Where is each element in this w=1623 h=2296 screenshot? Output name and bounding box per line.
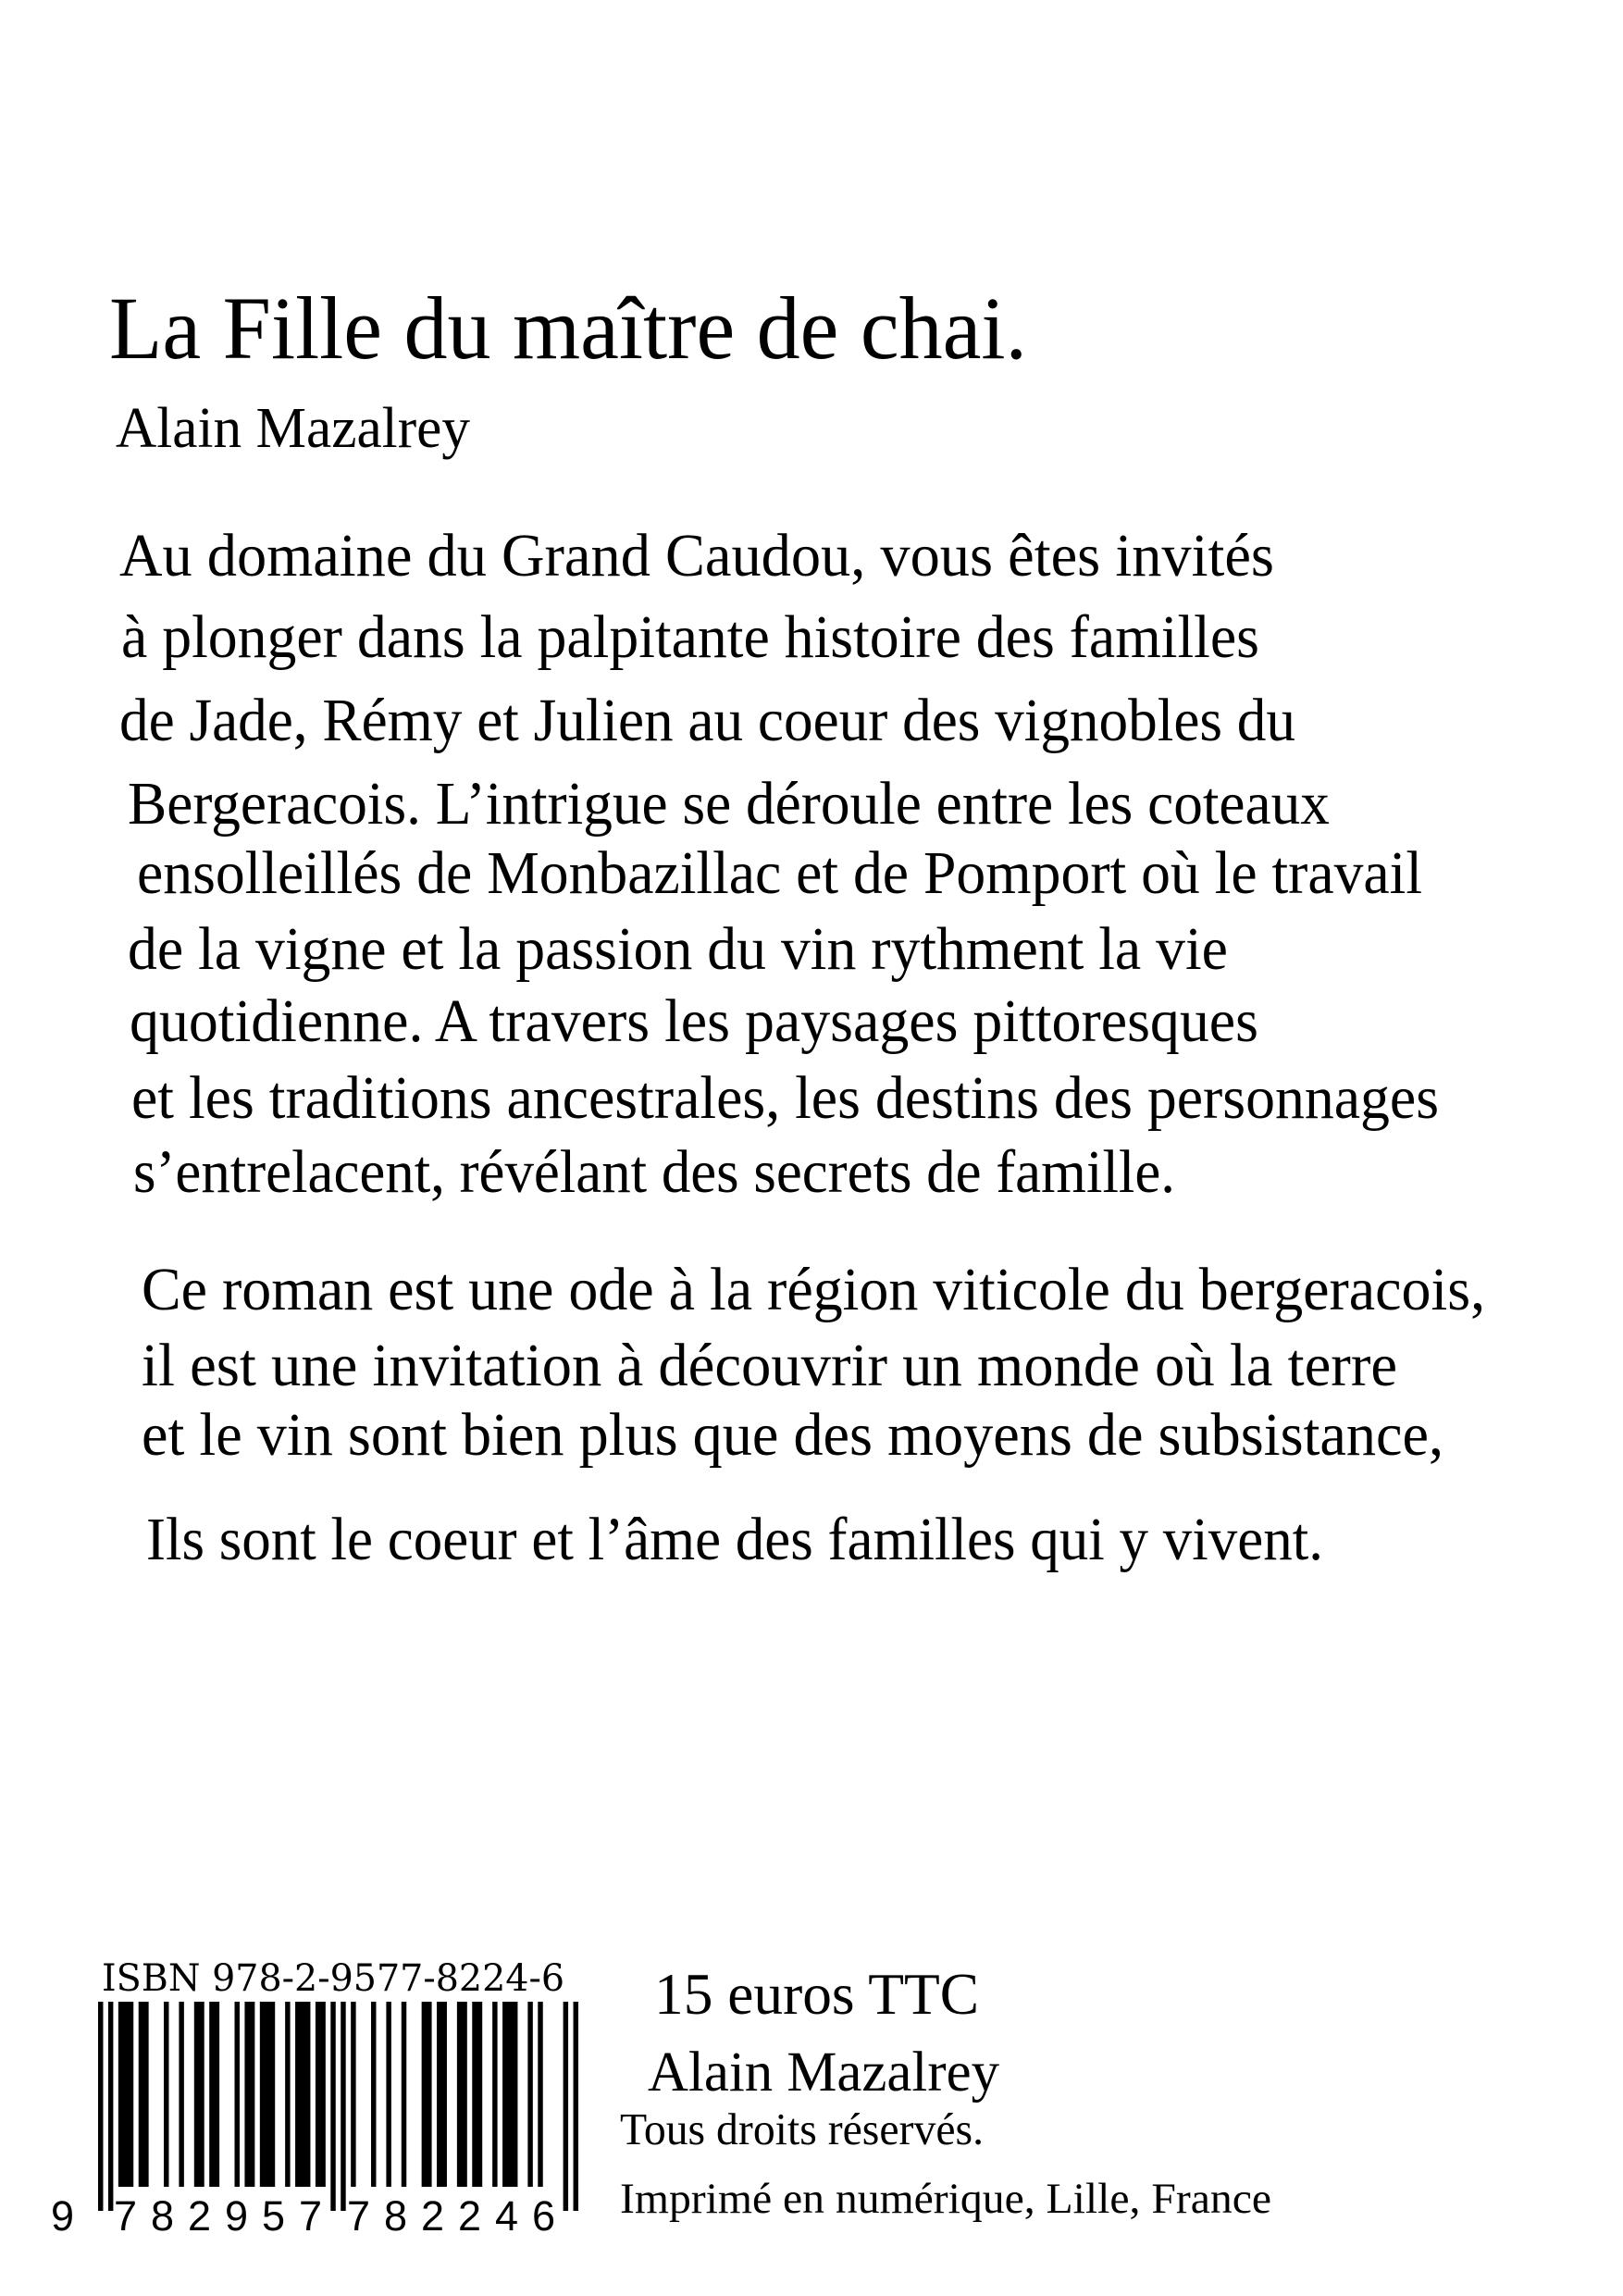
blurb-line: et les traditions ancestrales, les destins des personnages — [131, 1064, 1440, 1133]
barcode-bar — [244, 2002, 254, 2187]
barcode-bar — [437, 2002, 447, 2187]
isbn-barcode — [0, 0, 648, 2296]
rights-notice: Tous droits réservés. — [620, 2104, 985, 2155]
barcode-bar — [179, 2002, 183, 2187]
barcode-bar — [527, 2002, 532, 2187]
barcode-bar — [351, 2002, 355, 2187]
barcode-bar — [316, 2002, 326, 2187]
barcode-guard-bar — [330, 2002, 335, 2211]
barcode-guard-bar — [98, 2002, 103, 2211]
barcode-bar — [472, 2002, 482, 2187]
blurb-line: Ils sont le coeur et l’âme des familles qui y vivent. — [146, 1506, 1323, 1574]
blurb-line: et le vin sont bien plus que des moyens de subsistance, — [142, 1401, 1444, 1470]
blurb-line: Au domaine du Grand Caudou, vous êtes invités — [119, 522, 1274, 590]
isbn-label: ISBN 978-2-9577-8224-6 — [102, 1957, 565, 2001]
blurb-line: de Jade, Rémy et Julien au coeur des vignobles du — [119, 687, 1296, 755]
barcode-bar — [502, 2002, 517, 2187]
barcode-bar — [164, 2002, 168, 2187]
barcode-right-digits: 782246 — [347, 2192, 555, 2240]
barcode-guard-bar — [108, 2002, 113, 2211]
barcode-guard-bar — [564, 2002, 568, 2211]
barcode-first-digit: 9 — [51, 2192, 75, 2240]
barcode-guard-bar — [574, 2002, 578, 2211]
barcode-left-digits: 782957 — [114, 2192, 322, 2240]
printed-notice: Imprimé en numérique, Lille, France — [620, 2175, 1272, 2224]
barcode-bar — [371, 2002, 376, 2187]
barcode-bar — [457, 2002, 467, 2187]
barcode-bars — [98, 2002, 578, 2211]
barcode-bar — [209, 2002, 219, 2187]
barcode-bar — [295, 2002, 310, 2187]
barcode-bar — [235, 2002, 240, 2187]
barcode-bar — [194, 2002, 204, 2187]
barcode-bar — [492, 2002, 497, 2187]
blurb-line: Bergeracois. L’intrigue se déroule entre les coteaux — [128, 770, 1330, 838]
barcode-bar — [402, 2002, 406, 2187]
blurb-line: quotidienne. A travers les paysages pittoresques — [130, 987, 1258, 1056]
barcode-bar — [285, 2002, 290, 2187]
imprint-author: Alain Mazalrey — [648, 2041, 1000, 2104]
barcode-bar — [118, 2002, 133, 2187]
blurb-line: il est une invitation à découvrir un monde où la terre — [142, 1332, 1398, 1400]
barcode-bar — [422, 2002, 432, 2187]
barcode-bar — [538, 2002, 542, 2187]
author-name: Alain Mazalrey — [116, 396, 470, 460]
book-title: La Fille du maître de chai. — [109, 278, 1028, 378]
price: 15 euros TTC — [654, 1961, 980, 2027]
barcode-bar — [139, 2002, 149, 2187]
blurb-line: s’entrelacent, révélant des secrets de famille. — [133, 1138, 1176, 1207]
blurb-line: ensolleillés de Monbazillac et de Pomport où le travail — [137, 839, 1423, 908]
blurb-line: à plonger dans la palpitante histoire des familles — [121, 603, 1259, 672]
blurb-line: Ce roman est une ode à la région viticole du bergeracois, — [142, 1256, 1486, 1324]
barcode-guard-bar — [341, 2002, 345, 2211]
barcode-bar — [386, 2002, 390, 2187]
barcode-bar — [260, 2002, 275, 2187]
blurb-line: de la vigne et la passion du vin rythment la vie — [128, 915, 1228, 984]
